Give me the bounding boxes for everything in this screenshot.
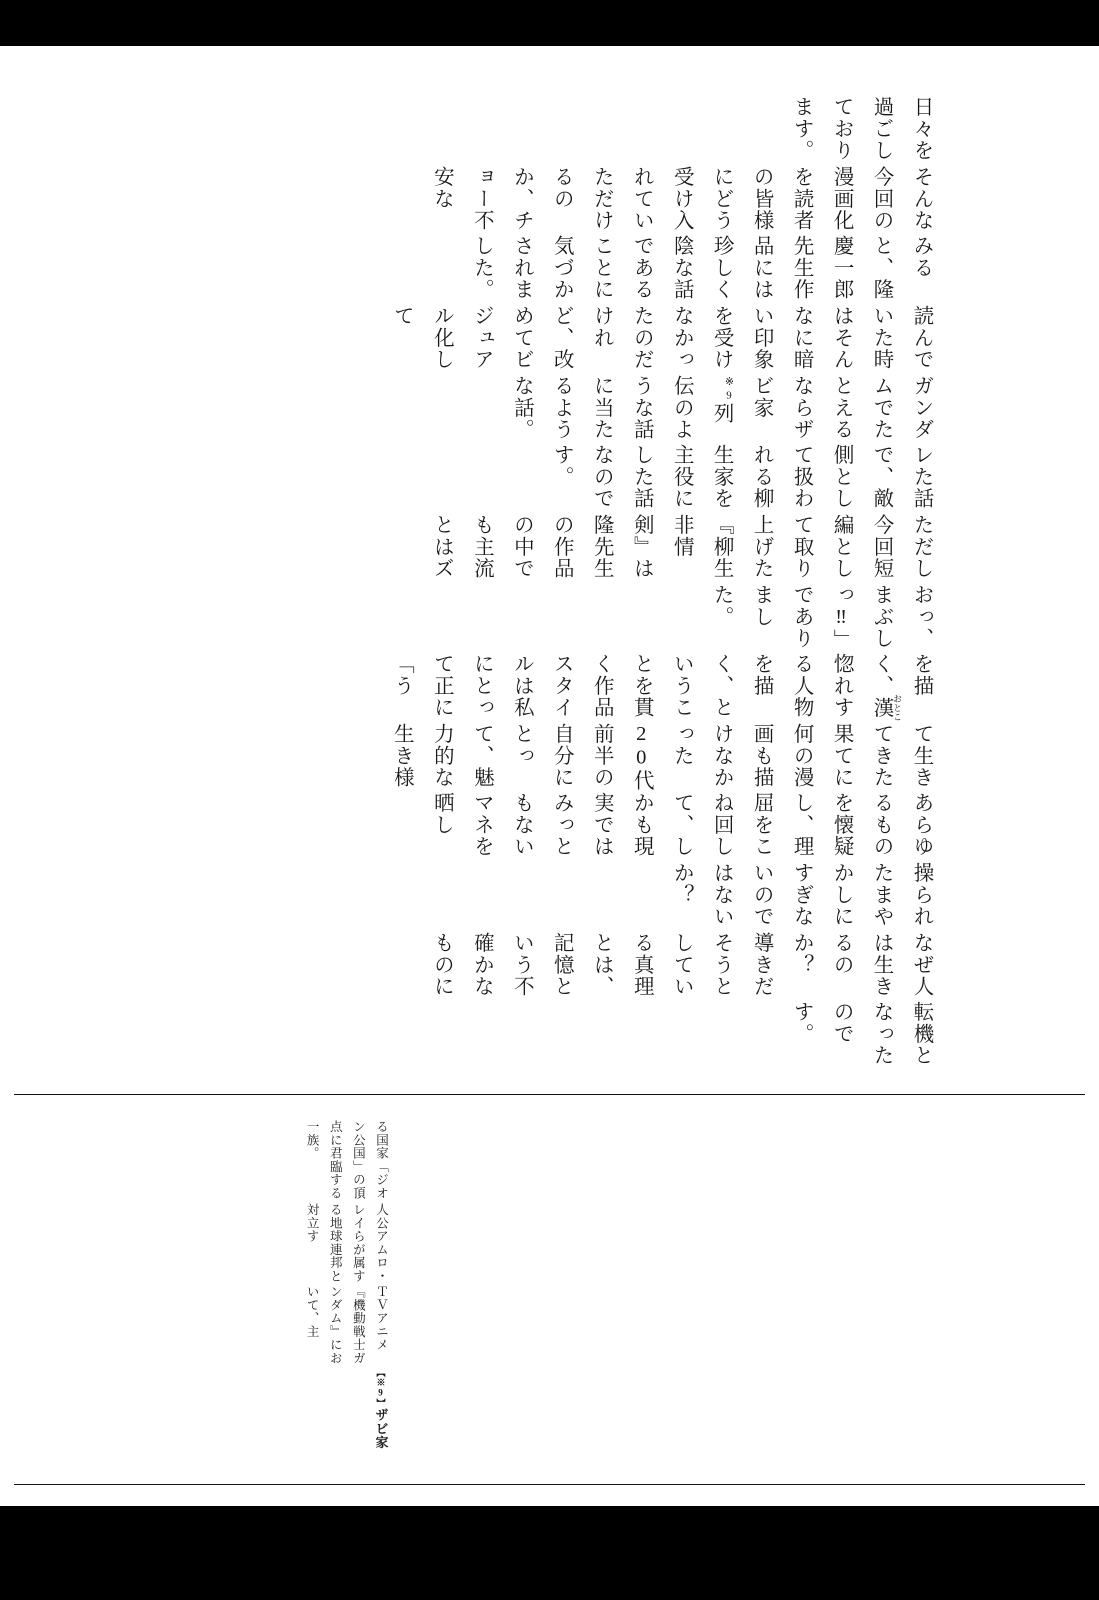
paragraph: [420, 792, 940, 862]
paragraph: [540, 444, 940, 514]
ruby-annotation: 漢 おとこ: [870, 694, 903, 722]
paragraph-with-ruby: [380, 653, 940, 723]
paragraph-text: 操られたまやかしにすぎないのではないか？: [670, 862, 932, 928]
footnote-block: [300, 1120, 393, 1450]
paragraph: [660, 862, 940, 932]
paragraph-text: レた話で、敵側として扱われる柳生家を主役にした話なのです。: [550, 444, 932, 510]
page-bottom-rule: [14, 1484, 1085, 1485]
paragraph-text: を描く、漢 おとこ惚れする人物を描く、ということを貫く作品スタイルは私にとって正に「う: [390, 653, 932, 722]
footnote-line: ＴＶアニメ『機動戦士ガンダム』において、主: [305, 1285, 389, 1365]
footnote-term: ザビ家: [373, 1407, 389, 1450]
paragraph: [380, 723, 940, 793]
paragraph: [420, 932, 940, 1002]
footnote-marker: 【※9】: [375, 1367, 386, 1408]
footnote-reference-mark: ※9: [722, 374, 735, 403]
paragraph: [460, 235, 940, 305]
paragraph-text: ただし今回短編として取り上げた『柳生非情剣』は隆先生の作品の中でも主流とはズ: [430, 513, 932, 580]
paragraph-with-footnote-mark: [500, 375, 940, 445]
paragraph: [420, 514, 940, 584]
paragraph-text: ガンダムでたとえるならザビ家$^{※9}$列伝のような話に当たるような話。: [510, 374, 932, 440]
paragraph: [780, 1001, 940, 1071]
paragraph-text: おっ、まぶしっ‼」でありました。: [710, 583, 932, 651]
paragraph: [700, 584, 940, 654]
footnote-divider-rule: [14, 1094, 1085, 1095]
page-bottom-black-band: [0, 1506, 1099, 1600]
paragraph-text: 読んでいた時はそんなに暗い印象を受けなかったのだけれど、改めてビジュアル化して: [390, 304, 932, 371]
paragraph: [420, 166, 940, 236]
paragraph-text: 転機となったのです。: [790, 1001, 932, 1067]
paragraph-text: 日々を過ごしております。: [790, 96, 932, 162]
paragraph-text: あらゆるものを懐疑し、理屈をこね回して、しかも現実ではみっともないマネを晒し: [430, 792, 932, 858]
footnote-line: 人公アムロ・レイらが属する地球連邦と対立す: [305, 1202, 389, 1283]
page-top-black-band: [0, 0, 1099, 46]
paragraph: [780, 96, 940, 166]
main-text-body: [140, 96, 940, 1071]
paragraph-text: みると、隆慶一郎先生作品には珍しく陰な話であることに気づかされました。: [470, 235, 932, 301]
footnote-heading: [368, 1368, 392, 1451]
paragraph: [380, 305, 940, 375]
paragraph-text: て生きてきた果てに何の漫画も描けなかった20代前半の自分にとって、魅力的な生き様: [390, 722, 932, 792]
footnote-line: る国家「ジオン公国」の頂点に君臨する一族。: [305, 1120, 389, 1200]
paragraph-text: なぜ人は生きるのか？ 導きだそうとしている真理とは、記憶という不確かなものに: [430, 931, 932, 998]
paragraph-text: そんな今回の漫画化を読者の皆様にどう受け入れていただけるのか、チョー不安な: [430, 165, 932, 232]
